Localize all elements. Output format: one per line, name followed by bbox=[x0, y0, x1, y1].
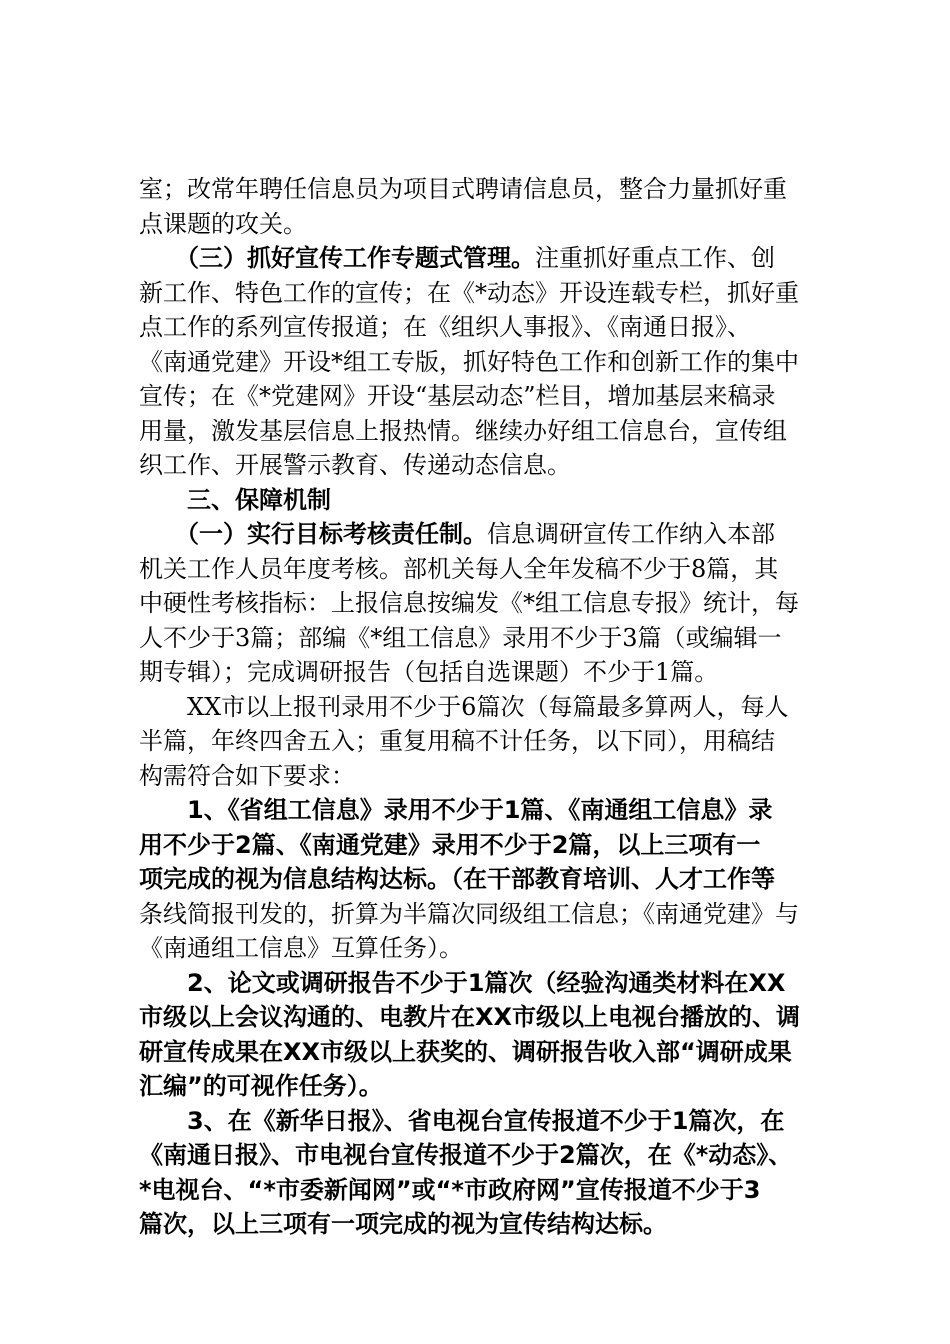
body-line bbox=[139, 241, 839, 276]
section-heading-1: （一）实行目标考核责任制。 bbox=[139, 520, 487, 548]
body-line: 中硬性考核指标：上报信息按编发《*组工信息专报》统计，每 bbox=[139, 589, 799, 617]
body-line: 室；改常年聘任信息员为项目式聘请信息员，整合力量抓好重 bbox=[139, 175, 787, 203]
section-heading-3: （三）抓好宣传工作专题式管理。 bbox=[139, 244, 535, 272]
body-line: 《南通日报》、市电视台宣传报道不少于2篇次，在《*动态》、 bbox=[139, 1141, 793, 1169]
body-line: 宣传；在《*党建网》开设“基层动态”栏目，增加基层来稿录 bbox=[139, 382, 776, 410]
body-line: 构需符合如下要求： bbox=[139, 761, 355, 790]
body-line: XX市以上报刊录用不少于6篇次（每篇最多算两人，每人 bbox=[139, 692, 789, 721]
body-line: 织工作、开展警示教育、传递动态信息。 bbox=[139, 451, 571, 479]
document-body bbox=[139, 172, 839, 1242]
body-line: 《南通党建》开设*组工专版，抓好特色工作和创新工作的集中 bbox=[139, 347, 799, 376]
body-text: 注重抓好重点工作、创 bbox=[535, 244, 775, 272]
body-line: 《南通组工信息》互算任务）。 bbox=[139, 934, 463, 962]
body-line: 汇编”的可视作任务）。 bbox=[139, 1072, 383, 1100]
body-line: 期专辑）；完成调研报告（包括自选课题）不少于1篇。 bbox=[139, 658, 719, 686]
body-line: 市级以上会议沟通的、电教片在XX市级以上电视台播放的、调 bbox=[139, 1003, 801, 1031]
body-line: 点工作的系列宣传报道；在《组织人事报》、《南通日报》、 bbox=[139, 313, 751, 341]
body-line: *电视台、“*市委新闻网”或“*市政府网”宣传报道不少于3 bbox=[139, 1175, 761, 1204]
body-line: 点课题的攻关。 bbox=[139, 209, 307, 238]
body-line: 人不少于3篇；部编《*组工信息》录用不少于3篇（或编辑一 bbox=[139, 623, 782, 652]
body-line: 研宣传成果在XX市级以上获奖的、调研报告收入部“调研成果 bbox=[139, 1037, 792, 1066]
body-text: 信息调研宣传工作纳入本部 bbox=[487, 520, 775, 548]
body-text: 项完成的视为信息结构达标。（在干部教育培训、人才工作等 bbox=[139, 865, 775, 893]
body-line: 条线简报刊发的，折算为半篇次同级组工信息；《南通党建》与 bbox=[139, 899, 799, 928]
body-line bbox=[139, 862, 839, 897]
body-line: 3、在《新华日报》、省电视台宣传报道不少于1篇次，在 bbox=[139, 1106, 785, 1135]
body-line bbox=[139, 517, 839, 552]
body-line: 1、《省组工信息》录用不少于1篇、《南通组工信息》录 bbox=[139, 796, 773, 824]
body-line: 篇次，以上三项有一项完成的视为宣传结构达标。 bbox=[139, 1210, 667, 1238]
body-line: 用量，激发基层信息上报热情。继续办好组工信息台，宣传组 bbox=[139, 416, 787, 445]
section-heading-guarantee: 三、保障机制 bbox=[139, 485, 331, 514]
body-line: 2、论文或调研报告不少于1篇次（经验沟通类材料在XX bbox=[139, 968, 786, 997]
body-line: 半篇，年终四舍五入；重复用稿不计任务，以下同），用稿结 bbox=[139, 727, 775, 755]
body-line: 机关工作人员年度考核。部机关每人全年发稿不少于8篇，其 bbox=[139, 554, 779, 583]
body-line: 新工作、特色工作的宣传；在《*动态》开设连载专栏，抓好重 bbox=[139, 278, 799, 307]
body-line: 用不少于2篇、《南通党建》录用不少于2篇，以上三项有一 bbox=[139, 830, 761, 859]
